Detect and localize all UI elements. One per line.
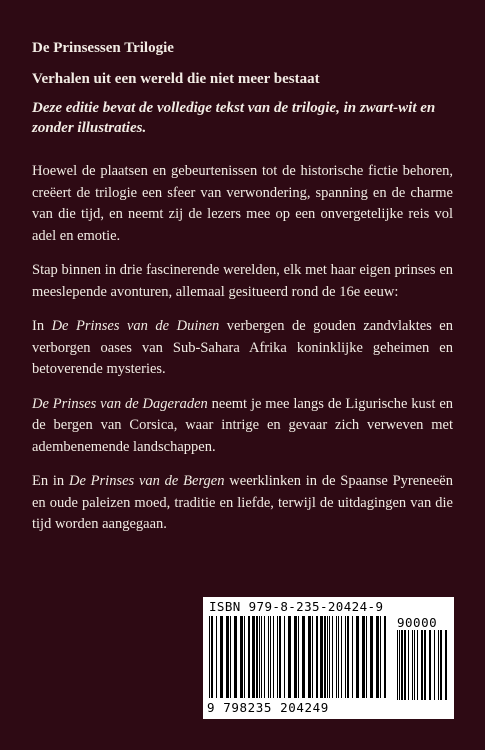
barcode-bar [264, 616, 265, 698]
barcode-bar [362, 616, 365, 698]
barcode-bar [421, 630, 423, 700]
blurb-paragraph-1: Hoewel de plaatsen en gebeurtenissen tot de historische fictie behoren, creëert de trilogie een sfeer van verwondering, spanning en de charme van die tijd, en neemt zij de lezers mee op een onvergetelijke reis vol adel en emotie. [32, 163, 453, 244]
blurb-p5-text: weerklinken in de Spaanse Pyreneeën en oude paleizen moed, traditie en liefde, terwijl de uitdagingen van die tijd worden aangegaan. [32, 473, 453, 532]
barcode-bar [356, 616, 359, 698]
barcode-bar [288, 616, 291, 698]
barcode-bar [329, 616, 330, 698]
barcode-bar [336, 616, 337, 698]
barcode-bar [370, 616, 373, 698]
barcode-bar [404, 630, 406, 700]
barcode-bar [434, 630, 435, 700]
barcode-bar [294, 616, 297, 698]
barcode-bar [397, 630, 398, 700]
isbn-barcode [203, 597, 454, 719]
barcode-bar [261, 616, 262, 698]
barcode-bar [308, 616, 311, 698]
book-title-bergen: De Prinses van de Bergen [68, 473, 225, 489]
barcode-bar [338, 616, 339, 698]
barcode-bar [298, 616, 299, 698]
barcode-bar [352, 616, 353, 698]
barcode-bar [384, 616, 386, 698]
blurb [32, 161, 453, 549]
barcode-bar [279, 616, 281, 698]
barcode-bar [341, 616, 342, 698]
blurb-paragraph-5 [32, 471, 453, 536]
barcode-bar [226, 616, 229, 698]
barcode-bar [273, 616, 274, 698]
barcode-bar [412, 630, 413, 700]
barcode-bar [230, 616, 231, 698]
barcode-bar [248, 616, 250, 698]
book-title-dageraden: De Prinses van de Dageraden [32, 395, 208, 412]
blurb-p3-text: verbergen de gouden zandvlaktes en verborgen oases van Sub-Sahara Afrika koninklijke geheimen en betoverende mysteries. [32, 318, 453, 377]
ean-digits: 9 798235 204249 [207, 700, 329, 715]
barcode-bar [316, 616, 318, 698]
blurb-p3-intro: In [32, 318, 52, 334]
barcode-bar [327, 616, 328, 698]
blurb-paragraph-2: Stap binnen in drie fascinerende werelden, elk met haar eigen prinses en meeslepende avonturen, allemaal gesitueerd rond de 16e eeuw: [32, 262, 453, 300]
blurb-p5-intro: En in [32, 473, 69, 489]
barcode-bar [438, 630, 439, 700]
barcode-bar [440, 630, 442, 700]
barcode-bar [408, 630, 409, 700]
barcode-bar [259, 616, 260, 698]
price-addon-code: 90000 [397, 615, 438, 630]
barcode-bar [345, 616, 346, 698]
blurb-paragraph-3 [32, 316, 453, 381]
isbn-label: ISBN 979-8-235-20424-9 [209, 599, 384, 614]
cover-header [32, 38, 457, 138]
barcode-bar [445, 630, 447, 700]
barcode-bar [209, 616, 210, 698]
barcode-bar [216, 616, 217, 698]
barcode-bar [211, 616, 213, 698]
barcode-bar [366, 616, 367, 698]
barcode-bar [270, 616, 271, 698]
series-title: De Prinsessen Trilogie [32, 40, 174, 56]
barcode-bar [324, 616, 326, 698]
barcode-bar [302, 616, 305, 698]
barcode-bar [376, 616, 379, 698]
barcode-bar [320, 616, 323, 698]
edition-note: Deze editie bevat de volledige tekst van de trilogie, in zwart-wit en zonder illustraties. [32, 100, 436, 136]
barcode-bar [220, 616, 223, 698]
barcode-bar [347, 616, 349, 698]
blurb-p4-text: neemt je mee langs de Ligurische kust en de bergen van Corsica, waar intrige en gevaar zich verweven met adembenemende landschappen. [32, 395, 454, 455]
barcode-bar [332, 616, 333, 698]
barcode-bar [284, 616, 285, 698]
barcode-bar [256, 616, 258, 698]
barcode-bar [312, 616, 313, 698]
barcode-bar [268, 616, 269, 698]
barcode-bar [414, 630, 415, 700]
barcode-bar [234, 616, 237, 698]
barcode-bar [424, 630, 426, 700]
barcode-bar [401, 630, 403, 700]
barcode-bar [277, 616, 278, 698]
barcode-bar [399, 630, 400, 700]
book-title-duinen: De Prinses van de Duinen [51, 318, 220, 334]
series-subtitle: Verhalen uit een wereld die niet meer bestaat [32, 71, 320, 87]
barcode-bar [252, 616, 255, 698]
blurb-paragraph-4 [32, 394, 453, 459]
barcode-bar [429, 630, 431, 700]
barcode-bar [417, 630, 418, 700]
barcode-bar [244, 616, 245, 698]
barcode-bar [240, 616, 243, 698]
barcode-bar [380, 616, 381, 698]
